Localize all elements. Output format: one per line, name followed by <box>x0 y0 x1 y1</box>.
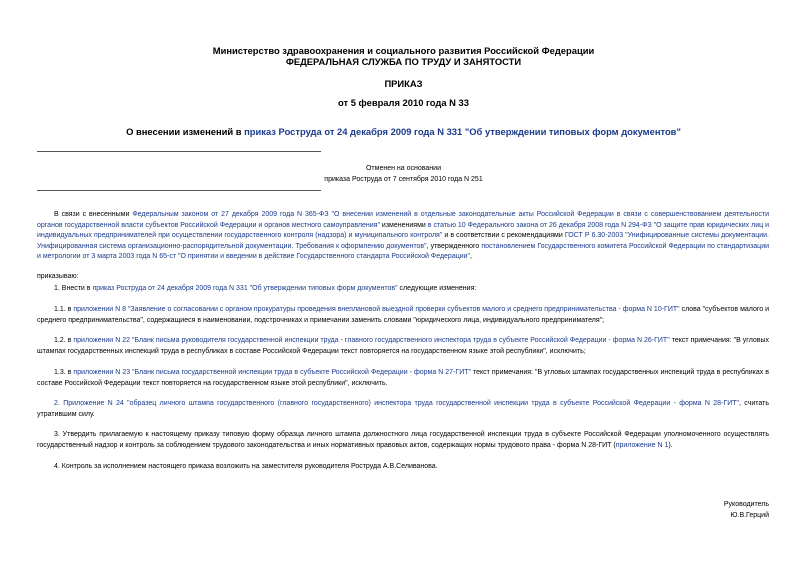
repeal-note-line1: Отменен на основании <box>365 165 441 172</box>
service-name: ФЕДЕРАЛЬНАЯ СЛУЖБА ПО ТРУДУ И ЗАНЯТОСТИ <box>285 56 522 67</box>
item-text: 1.1. в <box>54 306 74 313</box>
item-text: 1.2. в <box>54 337 74 344</box>
item-1-2 <box>37 336 769 357</box>
order-331-link[interactable]: приказ Роструда от 24 декабря 2009 года N 331 "Об утверждении типовых форм документов" <box>92 285 398 292</box>
divider-bottom <box>37 190 321 191</box>
item-text: 1. Внести в <box>54 285 93 292</box>
item-4: 4. Контроль за исполнением настоящего приказа возложить на заместителя руководителя Роструда А.В.Селиванова. <box>54 463 438 470</box>
title-link[interactable]: приказ Роструда от 24 декабря 2009 года N 331 "Об утверждении типовых форм документов" <box>244 126 681 137</box>
item-1-1 <box>37 305 769 326</box>
preamble-text: , <box>470 253 472 261</box>
title-prefix: О внесении изменений в <box>126 126 245 137</box>
appendix-8-link[interactable]: приложении N 8 "Заявление о согласовании с органом прокуратуры проведения внеплановой выездной проверки субъектов малого и среднего предпринимательства - форма N 10-ГИТ" <box>73 306 680 313</box>
appendix-24-link[interactable]: 2. Приложение N 24 "образец личного штампа государственного (главного государственного) инспектора труда государственной инспекции труда в субъекте Российской Федерации - форма N 28-ГИТ" <box>54 400 739 407</box>
signature-position: Руководитель <box>723 501 769 508</box>
ministry-name: Министерство здравоохранения и социального развития Российской Федерации <box>212 45 595 56</box>
doc-type: ПРИКАЗ <box>384 78 423 89</box>
preamble-text: В связи с внесенными <box>54 211 133 218</box>
item-3 <box>37 430 769 451</box>
preamble-text: изменениями <box>379 221 428 229</box>
law-365-link[interactable]: Федеральным законом от 27 декабря 2009 года N 365-ФЗ "О внесении изменений в отдельные законодательные акты Российской Федерации в связи с совершенствованием деятельности органов государственной власти субъектов Российской Федерации и органов местного самоуправления" <box>37 211 769 229</box>
appendix-1-link[interactable]: приложение N 1 <box>615 441 669 449</box>
repeal-note-line2: приказа Роструда от 7 сентября 2010 года N 251 <box>324 176 483 183</box>
gost-link[interactable]: ГОСТ Р 6.30-2003 "Унифицированные системы документации. Унифицированная система организационно-распорядительной документации. Требования к оформлению документов" <box>37 232 769 250</box>
order-word: приказываю: <box>37 273 79 280</box>
preamble-text: , утвержденного <box>426 242 482 250</box>
item-text: 1.3. в <box>54 369 74 376</box>
item-text: , считать утратившим силу. <box>37 400 769 418</box>
divider-top <box>37 151 321 152</box>
item-text: ). <box>668 441 673 449</box>
item-text: текст примечания: "В угловых штампах государственных инспекций труда в республиках в составе Российской Федерации текст повторяется на государственном языке этой республики", исключить; <box>37 337 769 355</box>
item-1 <box>37 284 769 295</box>
item-text: следующие изменения: <box>397 285 477 292</box>
item-text: слова "субъектов малого и среднего предпринимательства", содержащиеся в наименовании, подстрочниках и примечании заменить словами "юридического лица, индивидуального предпринимателя"; <box>37 306 769 324</box>
appendix-22-link[interactable]: приложении N 22 "Бланк письма руководителя государственной инспекции труда - главного государственного инспектора труда в субъекте Российской Федерации - форма N 26-ГИТ" <box>73 337 670 344</box>
preamble-text: и в соответствии с рекомендациями <box>442 232 565 240</box>
law-294-link[interactable]: в статью 10 Федерального закона от 26 декабря 2008 года N 294-ФЗ "О защите прав юридических лиц и индивидуальных предпринимателей при осуществлении государственного контроля (надзора) и муниципального контроля" <box>37 221 769 240</box>
item-1-3 <box>37 368 769 389</box>
preamble-paragraph <box>37 210 769 263</box>
item-2 <box>37 399 769 420</box>
appendix-23-link[interactable]: приложении N 23 "Бланк письма государственной инспекции труда в субъекте Российской Федерации - форма N 27-ГИТ" <box>73 369 471 376</box>
doc-title <box>0 126 807 137</box>
signature-name: Ю.В.Герций <box>730 512 769 519</box>
item-text: текст примечания: "В угловых штампах государственных инспекций труда в республиках в составе Российской Федерации текст повторяется на государственном языке этой республики", исключить. <box>37 369 769 387</box>
resolution-link[interactable]: постановлением Государственного комитета Российской Федерации по стандартизации и метрологии от 3 марта 2003 года N 65-ст "О принятии и введении в действие Государственного стандарта Российской Федерации" <box>37 242 770 261</box>
item-text: 3. Утвердить прилагаемую к настоящему приказу типовую форму образца личного штампа должностного лица государственной инспекции труда в субъекте Российской Федерации уполномоченного осуществлять государственный надзор и контроль за соблюдением трудового законодательства и иных нормативных правовых актов, содержащих нормы трудового права - форма N 28-ГИТ ( <box>37 431 769 449</box>
doc-date-number: от 5 февраля 2010 года N 33 <box>338 97 469 108</box>
